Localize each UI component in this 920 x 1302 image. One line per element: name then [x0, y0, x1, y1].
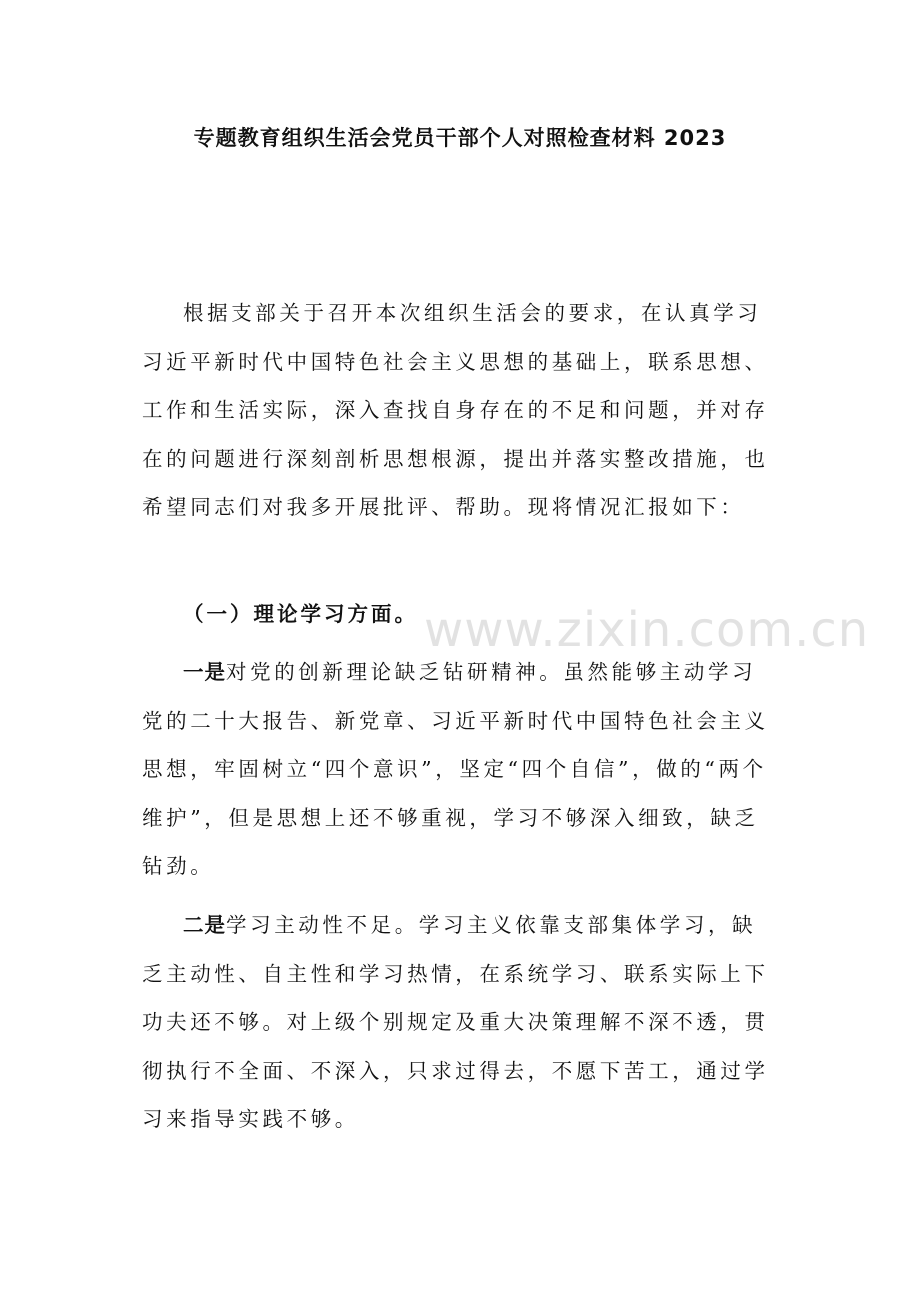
- point-one-paragraph: [142, 648, 778, 891]
- document-title: 专题教育组织生活会党员干部个人对照检查材料 2023: [193, 126, 727, 150]
- point-one-text: 对党的创新理论缺乏钻研精神。虽然能够主动学习党的二十大报告、新党章、习近平新时代中国特色社会主义思想，牢固树立“四个意识”，坚定“四个自信”，做的“两个维护”，但是思想上还不够重视，学习不够深入细致，缺乏钻劲。: [142, 660, 769, 878]
- section-heading-theory-study: （一）理论学习方面。: [183, 602, 418, 626]
- point-one-lead: 一是: [183, 660, 226, 684]
- intro-paragraph: 根据支部关于召开本次组织生活会的要求，在认真学习习近平新时代中国特色社会主义思想的基础上，联系思想、工作和生活实际，深入查找自身存在的不足和问题，并对存在的问题进行深刻剖析思想根源，提出并落实整改措施，也希望同志们对我多开展批评、帮助。现将情况汇报如下：: [142, 301, 769, 519]
- point-two-lead: 二是: [183, 913, 226, 937]
- point-two-paragraph: [142, 901, 778, 1144]
- site-watermark: www.zixin.com.cn: [424, 602, 870, 658]
- point-two-text: 学习主动性不足。学习主义依靠支部集体学习，缺乏主动性、自主性和学习热情，在系统学习、联系实际上下功夫还不够。对上级个别规定及重大决策理解不深不透，贯彻执行不全面、不深入，只求过得去，不愿下苦工，通过学习来指导实践不够。: [142, 913, 769, 1131]
